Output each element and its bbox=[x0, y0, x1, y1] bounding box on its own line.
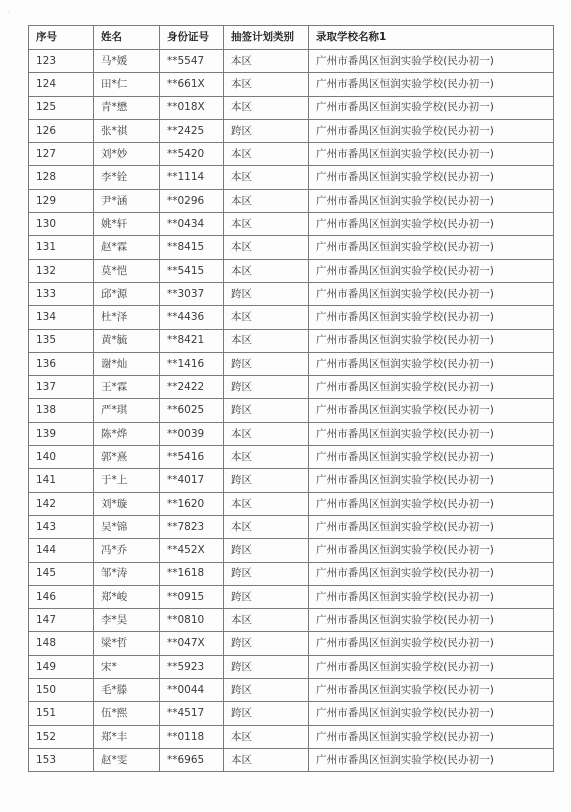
cell-school-name: 广州市番禺区恒润实验学校(民办初一) bbox=[309, 679, 554, 702]
cell-name: 陈*烨 bbox=[94, 422, 160, 445]
table-row bbox=[29, 259, 554, 282]
cell-name: 刘*妙 bbox=[94, 143, 160, 166]
cell-index: 142 bbox=[29, 492, 94, 515]
cell-index: 149 bbox=[29, 655, 94, 678]
cell-name: 杜*泽 bbox=[94, 306, 160, 329]
cell-school-name: 广州市番禺区恒润实验学校(民办初一) bbox=[309, 632, 554, 655]
cell-name: 邹*涛 bbox=[94, 562, 160, 585]
cell-index: 140 bbox=[29, 446, 94, 469]
cell-lottery-category: 本区 bbox=[224, 492, 309, 515]
header-name: 姓名 bbox=[94, 26, 160, 50]
cell-lottery-category: 跨区 bbox=[224, 632, 309, 655]
cell-index: 146 bbox=[29, 585, 94, 608]
cell-index: 127 bbox=[29, 143, 94, 166]
cell-index: 125 bbox=[29, 96, 94, 119]
cell-name: 姚*轩 bbox=[94, 213, 160, 236]
table-row bbox=[29, 96, 554, 119]
cell-name: 田*仁 bbox=[94, 73, 160, 96]
header-index: 序号 bbox=[29, 26, 94, 50]
cell-lottery-category: 跨区 bbox=[224, 562, 309, 585]
cell-school-name: 广州市番禺区恒润实验学校(民办初一) bbox=[309, 655, 554, 678]
cell-id-number: **0118 bbox=[160, 725, 224, 748]
cell-id-number: **2422 bbox=[160, 376, 224, 399]
cell-lottery-category: 本区 bbox=[224, 515, 309, 538]
table-row bbox=[29, 492, 554, 515]
cell-lottery-category: 本区 bbox=[224, 236, 309, 259]
header-row bbox=[29, 26, 554, 50]
cell-school-name: 广州市番禺区恒润实验学校(民办初一) bbox=[309, 352, 554, 375]
cell-index: 138 bbox=[29, 399, 94, 422]
cell-index: 129 bbox=[29, 189, 94, 212]
cell-lottery-category: 本区 bbox=[224, 748, 309, 771]
cell-id-number: **0434 bbox=[160, 213, 224, 236]
cell-school-name: 广州市番禺区恒润实验学校(民办初一) bbox=[309, 469, 554, 492]
cell-index: 145 bbox=[29, 562, 94, 585]
cell-school-name: 广州市番禺区恒润实验学校(民办初一) bbox=[309, 539, 554, 562]
cell-id-number: **1620 bbox=[160, 492, 224, 515]
cell-school-name: 广州市番禺区恒润实验学校(民办初一) bbox=[309, 725, 554, 748]
cell-lottery-category: 本区 bbox=[224, 73, 309, 96]
cell-lottery-category: 本区 bbox=[224, 422, 309, 445]
table-row bbox=[29, 679, 554, 702]
table-row bbox=[29, 655, 554, 678]
cell-lottery-category: 本区 bbox=[224, 446, 309, 469]
cell-index: 151 bbox=[29, 702, 94, 725]
cell-name: 郭*熹 bbox=[94, 446, 160, 469]
cell-lottery-category: 本区 bbox=[224, 166, 309, 189]
cell-school-name: 广州市番禺区恒润实验学校(民办初一) bbox=[309, 515, 554, 538]
cell-name: 尹*涵 bbox=[94, 189, 160, 212]
table-row bbox=[29, 725, 554, 748]
cell-index: 143 bbox=[29, 515, 94, 538]
cell-school-name: 广州市番禺区恒润实验学校(民办初一) bbox=[309, 50, 554, 73]
cell-lottery-category: 跨区 bbox=[224, 119, 309, 142]
cell-index: 147 bbox=[29, 609, 94, 632]
cell-id-number: **7823 bbox=[160, 515, 224, 538]
cell-school-name: 广州市番禺区恒润实验学校(民办初一) bbox=[309, 376, 554, 399]
cell-index: 130 bbox=[29, 213, 94, 236]
cell-school-name: 广州市番禺区恒润实验学校(民办初一) bbox=[309, 399, 554, 422]
cell-index: 150 bbox=[29, 679, 94, 702]
table-row bbox=[29, 422, 554, 445]
cell-id-number: **5415 bbox=[160, 259, 224, 282]
cell-lottery-category: 跨区 bbox=[224, 469, 309, 492]
cell-lottery-category: 本区 bbox=[224, 143, 309, 166]
cell-school-name: 广州市番禺区恒润实验学校(民办初一) bbox=[309, 189, 554, 212]
cell-lottery-category: 跨区 bbox=[224, 679, 309, 702]
cell-school-name: 广州市番禺区恒润实验学校(民办初一) bbox=[309, 329, 554, 352]
cell-school-name: 广州市番禺区恒润实验学校(民办初一) bbox=[309, 446, 554, 469]
cell-school-name: 广州市番禺区恒润实验学校(民办初一) bbox=[309, 585, 554, 608]
table-row bbox=[29, 166, 554, 189]
table-row bbox=[29, 469, 554, 492]
cell-name: 毛*滕 bbox=[94, 679, 160, 702]
cell-lottery-category: 本区 bbox=[224, 306, 309, 329]
cell-index: 132 bbox=[29, 259, 94, 282]
cell-index: 148 bbox=[29, 632, 94, 655]
table-row bbox=[29, 189, 554, 212]
cell-school-name: 广州市番禺区恒润实验学校(民办初一) bbox=[309, 96, 554, 119]
cell-name: 李*铨 bbox=[94, 166, 160, 189]
cell-id-number: **047X bbox=[160, 632, 224, 655]
cell-name: 青*懋 bbox=[94, 96, 160, 119]
cell-index: 123 bbox=[29, 50, 94, 73]
cell-name: 黄*毓 bbox=[94, 329, 160, 352]
cell-school-name: 广州市番禺区恒润实验学校(民办初一) bbox=[309, 702, 554, 725]
cell-name: 吴*锦 bbox=[94, 515, 160, 538]
cell-id-number: **0296 bbox=[160, 189, 224, 212]
cell-id-number: **0039 bbox=[160, 422, 224, 445]
cell-name: 宋* bbox=[94, 655, 160, 678]
cell-index: 139 bbox=[29, 422, 94, 445]
cell-id-number: **0915 bbox=[160, 585, 224, 608]
cell-index: 133 bbox=[29, 282, 94, 305]
cell-index: 141 bbox=[29, 469, 94, 492]
cell-id-number: **2425 bbox=[160, 119, 224, 142]
cell-index: 144 bbox=[29, 539, 94, 562]
cell-index: 131 bbox=[29, 236, 94, 259]
cell-lottery-category: 本区 bbox=[224, 609, 309, 632]
cell-school-name: 广州市番禺区恒润实验学校(民办初一) bbox=[309, 236, 554, 259]
cell-name: 李*昊 bbox=[94, 609, 160, 632]
table-row bbox=[29, 609, 554, 632]
cell-lottery-category: 跨区 bbox=[224, 655, 309, 678]
table-row bbox=[29, 376, 554, 399]
header-school-name: 录取学校名称1 bbox=[309, 26, 554, 50]
table-row bbox=[29, 143, 554, 166]
cell-id-number: **452X bbox=[160, 539, 224, 562]
cell-name: 冯*乔 bbox=[94, 539, 160, 562]
admission-table bbox=[28, 25, 554, 772]
scan-speck: · bbox=[8, 10, 10, 17]
cell-id-number: **5547 bbox=[160, 50, 224, 73]
table-row bbox=[29, 73, 554, 96]
table-row bbox=[29, 282, 554, 305]
table-body bbox=[29, 50, 554, 772]
cell-school-name: 广州市番禺区恒润实验学校(民办初一) bbox=[309, 73, 554, 96]
cell-id-number: **1416 bbox=[160, 352, 224, 375]
cell-name: 刘*璇 bbox=[94, 492, 160, 515]
cell-name: 梁*哲 bbox=[94, 632, 160, 655]
cell-id-number: **6965 bbox=[160, 748, 224, 771]
cell-index: 134 bbox=[29, 306, 94, 329]
cell-id-number: **5923 bbox=[160, 655, 224, 678]
cell-id-number: **4017 bbox=[160, 469, 224, 492]
table-row bbox=[29, 119, 554, 142]
cell-lottery-category: 本区 bbox=[224, 96, 309, 119]
cell-id-number: **018X bbox=[160, 96, 224, 119]
cell-lottery-category: 跨区 bbox=[224, 585, 309, 608]
cell-index: 136 bbox=[29, 352, 94, 375]
table-row bbox=[29, 306, 554, 329]
table-row bbox=[29, 539, 554, 562]
cell-name: 赵*雯 bbox=[94, 748, 160, 771]
header-id-number: 身份证号 bbox=[160, 26, 224, 50]
cell-id-number: **661X bbox=[160, 73, 224, 96]
cell-lottery-category: 本区 bbox=[224, 189, 309, 212]
cell-school-name: 广州市番禺区恒润实验学校(民办初一) bbox=[309, 609, 554, 632]
table-row bbox=[29, 702, 554, 725]
cell-school-name: 广州市番禺区恒润实验学校(民办初一) bbox=[309, 282, 554, 305]
cell-lottery-category: 跨区 bbox=[224, 539, 309, 562]
table-row bbox=[29, 562, 554, 585]
cell-school-name: 广州市番禺区恒润实验学校(民办初一) bbox=[309, 748, 554, 771]
cell-lottery-category: 跨区 bbox=[224, 282, 309, 305]
table-row bbox=[29, 213, 554, 236]
cell-name: 赵*霖 bbox=[94, 236, 160, 259]
cell-school-name: 广州市番禺区恒润实验学校(民办初一) bbox=[309, 166, 554, 189]
cell-id-number: **5420 bbox=[160, 143, 224, 166]
cell-id-number: **6025 bbox=[160, 399, 224, 422]
cell-index: 124 bbox=[29, 73, 94, 96]
cell-name: 邱*源 bbox=[94, 282, 160, 305]
table-header bbox=[29, 26, 554, 50]
table-row bbox=[29, 399, 554, 422]
cell-school-name: 广州市番禺区恒润实验学校(民办初一) bbox=[309, 119, 554, 142]
cell-id-number: **3037 bbox=[160, 282, 224, 305]
cell-lottery-category: 本区 bbox=[224, 259, 309, 282]
table-row bbox=[29, 446, 554, 469]
cell-index: 137 bbox=[29, 376, 94, 399]
cell-id-number: **8421 bbox=[160, 329, 224, 352]
table-row bbox=[29, 632, 554, 655]
header-lottery-category: 抽签计划类别 bbox=[224, 26, 309, 50]
cell-lottery-category: 跨区 bbox=[224, 376, 309, 399]
cell-index: 152 bbox=[29, 725, 94, 748]
cell-index: 153 bbox=[29, 748, 94, 771]
cell-id-number: **0810 bbox=[160, 609, 224, 632]
table-row bbox=[29, 585, 554, 608]
cell-name: 莫*恺 bbox=[94, 259, 160, 282]
cell-name: 伍*熙 bbox=[94, 702, 160, 725]
cell-index: 128 bbox=[29, 166, 94, 189]
cell-index: 135 bbox=[29, 329, 94, 352]
cell-id-number: **5416 bbox=[160, 446, 224, 469]
cell-school-name: 广州市番禺区恒润实验学校(民办初一) bbox=[309, 259, 554, 282]
cell-id-number: **4436 bbox=[160, 306, 224, 329]
cell-lottery-category: 跨区 bbox=[224, 399, 309, 422]
cell-name: 谢*灿 bbox=[94, 352, 160, 375]
cell-lottery-category: 本区 bbox=[224, 50, 309, 73]
table-row bbox=[29, 515, 554, 538]
table-row bbox=[29, 50, 554, 73]
cell-id-number: **4517 bbox=[160, 702, 224, 725]
table-row bbox=[29, 236, 554, 259]
cell-lottery-category: 本区 bbox=[224, 329, 309, 352]
cell-lottery-category: 跨区 bbox=[224, 352, 309, 375]
table-row bbox=[29, 352, 554, 375]
cell-name: 王*霖 bbox=[94, 376, 160, 399]
cell-school-name: 广州市番禺区恒润实验学校(民办初一) bbox=[309, 306, 554, 329]
cell-name: 郑*峻 bbox=[94, 585, 160, 608]
cell-id-number: **1114 bbox=[160, 166, 224, 189]
cell-lottery-category: 本区 bbox=[224, 213, 309, 236]
cell-name: 郑*丰 bbox=[94, 725, 160, 748]
cell-index: 126 bbox=[29, 119, 94, 142]
cell-name: 马*媛 bbox=[94, 50, 160, 73]
cell-school-name: 广州市番禺区恒润实验学校(民办初一) bbox=[309, 562, 554, 585]
table-row bbox=[29, 748, 554, 771]
cell-school-name: 广州市番禺区恒润实验学校(民办初一) bbox=[309, 213, 554, 236]
cell-id-number: **0044 bbox=[160, 679, 224, 702]
cell-name: 严*琪 bbox=[94, 399, 160, 422]
cell-id-number: **8415 bbox=[160, 236, 224, 259]
cell-lottery-category: 跨区 bbox=[224, 702, 309, 725]
table-row bbox=[29, 329, 554, 352]
cell-name: 于*上 bbox=[94, 469, 160, 492]
cell-school-name: 广州市番禺区恒润实验学校(民办初一) bbox=[309, 492, 554, 515]
cell-school-name: 广州市番禺区恒润实验学校(民办初一) bbox=[309, 143, 554, 166]
cell-school-name: 广州市番禺区恒润实验学校(民办初一) bbox=[309, 422, 554, 445]
cell-name: 张*祺 bbox=[94, 119, 160, 142]
cell-id-number: **1618 bbox=[160, 562, 224, 585]
cell-lottery-category: 本区 bbox=[224, 725, 309, 748]
